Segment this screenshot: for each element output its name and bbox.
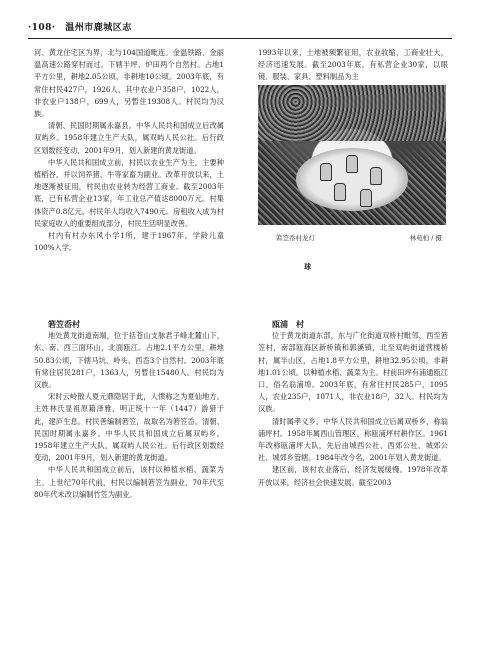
photo-caption — [258, 233, 446, 243]
performer — [334, 183, 346, 201]
right-column-top — [258, 47, 448, 84]
section-title: 瓯浦 村 — [272, 319, 304, 329]
performer — [320, 163, 332, 181]
crowd-area — [258, 85, 446, 141]
paragraph: 中华人民共和国成立前，村民以农业生产为主，主要种植稻谷，并以饲养猪、牛等家畜为副业。改革开放以来，土地逐渐被征用，村民由农业转为经营工商业。截至2003年底，已有私营企业13家，年工业总产值达8000万元。村集体资产0.8亿元，村民年人均收入7490元。房租收入成为村民家庭收入的重要组成部分，村民生活明显改善。 — [34, 157, 224, 228]
paragraph: 河、黄龙住宅区为界，北与104国道毗连。金温铁路、金丽温高速公路穿村而过。下辖半坪、炉田两个自然村。占地1平方公里，耕地2.05公顷，非耕地10公顷。2003年底，有常住村民427户，1926人，其中农业户358户，1022人，非农业户138户，699人，另暂住19308人。村民均为汉族。 — [34, 48, 224, 119]
paragraph: 清朝、民国时期属永嘉县。中华人民共和国成立后改属双屿乡。1958年建立生产大队，属双屿人民公社。后行政区划数经变动，2001年9月，划入新建的黄龙街道。 — [34, 121, 224, 155]
paragraph: 宋时云岭散人夏元鼎隐居于此，人惯称之为夏仙地方。主姓林氏显祖原籍泽雅，明正统十一年（1447）游猎于此，建庐生息。村民善编制箬笠，故取名为箬笠岙。清朝、民国时期属永嘉乡。中华人民共和国成立后属双屿乡。1958年建立生产大队，属双屿人民公社。后行政区划数经变动，2001年9月，划入新建的黄龙街道。 — [34, 392, 224, 463]
paragraph: 清时属孝义乡，中华人民共和国成立后属双桥乡，称翁浦坪村。1958年属西山管理区，称瓯浦坪村耕作区。1961年改称瓯浦坪大队，先后由城西公社、西郊公社、城郊公社、城郊乡管辖。1984年改今名，2001年划入黄龙街道。 — [258, 416, 448, 463]
page-header — [28, 20, 452, 36]
photo-credit: 林苑柏 / 摄 — [409, 234, 442, 242]
caption-text: 箬笠岙村龙灯 — [276, 234, 315, 242]
right-column-bottom — [258, 318, 448, 489]
performer — [370, 167, 382, 185]
left-column-top — [34, 47, 224, 254]
performer — [360, 189, 372, 207]
performer — [346, 155, 358, 173]
book-title: 温州市鹿城区志 — [65, 23, 132, 33]
paragraph: 建区前，该村农业落后，经济发展缓慢。1978年改革开放以来，经济社会快速发展。截至2003 — [258, 465, 448, 487]
paragraph: 中华人民共和国成立前后，该村以种植水稻、蔬菜为主。上世纪70年代前，村民以编制箬笠为副业，70年代至80年代末改以编制竹笠为副业。 — [34, 465, 224, 499]
paragraph: 位于黄龙街道东部，东与广化街道双桥村毗邻，西至箬笠村，南部瓯海区新桥镇和郭溪镇，北至双屿街道营楼桥村，属半山区，占地1.8平方公里，耕地32.95公顷，非耕地1.01公顷。以种植水稻、蔬菜为主。村前田坪有浦通瓯江口，俗名翁浦埠。2003年底，有常住村民285户，1095人，农业235户，1071人，非农业18户，32人。村民均为汉族。 — [258, 331, 448, 414]
header-rule — [28, 38, 452, 39]
left-column-bottom — [34, 318, 224, 501]
margin-mark: 球 — [304, 262, 311, 271]
paragraph: 村内有村办东风小学1所，建于1967年，学龄儿童100%入学。 — [34, 231, 224, 253]
page-number: ·108· — [28, 23, 56, 33]
section-title: 箬笠岙村 — [48, 319, 80, 329]
dragon-lantern-photo — [258, 85, 446, 225]
paragraph: 1993年以来，土地被频繁征用，农业收缩，工商业壮大，经济迅速发展。截至2003年底，有私营企业30家，以眼镜、服装、家具、塑料制品为主 — [258, 48, 448, 82]
paragraph: 地处黄龙街道南端，位于括苍山支脉君子峰北麓山下，东、南、西三面环山，北面瓯江。占地2.1平方公里，耕地50.83公顷，下辖马坑、岭头、西岙3个自然村。2003年底有常住居民281户，1363人，另暂住15480人。村民均为汉族。 — [34, 331, 224, 390]
